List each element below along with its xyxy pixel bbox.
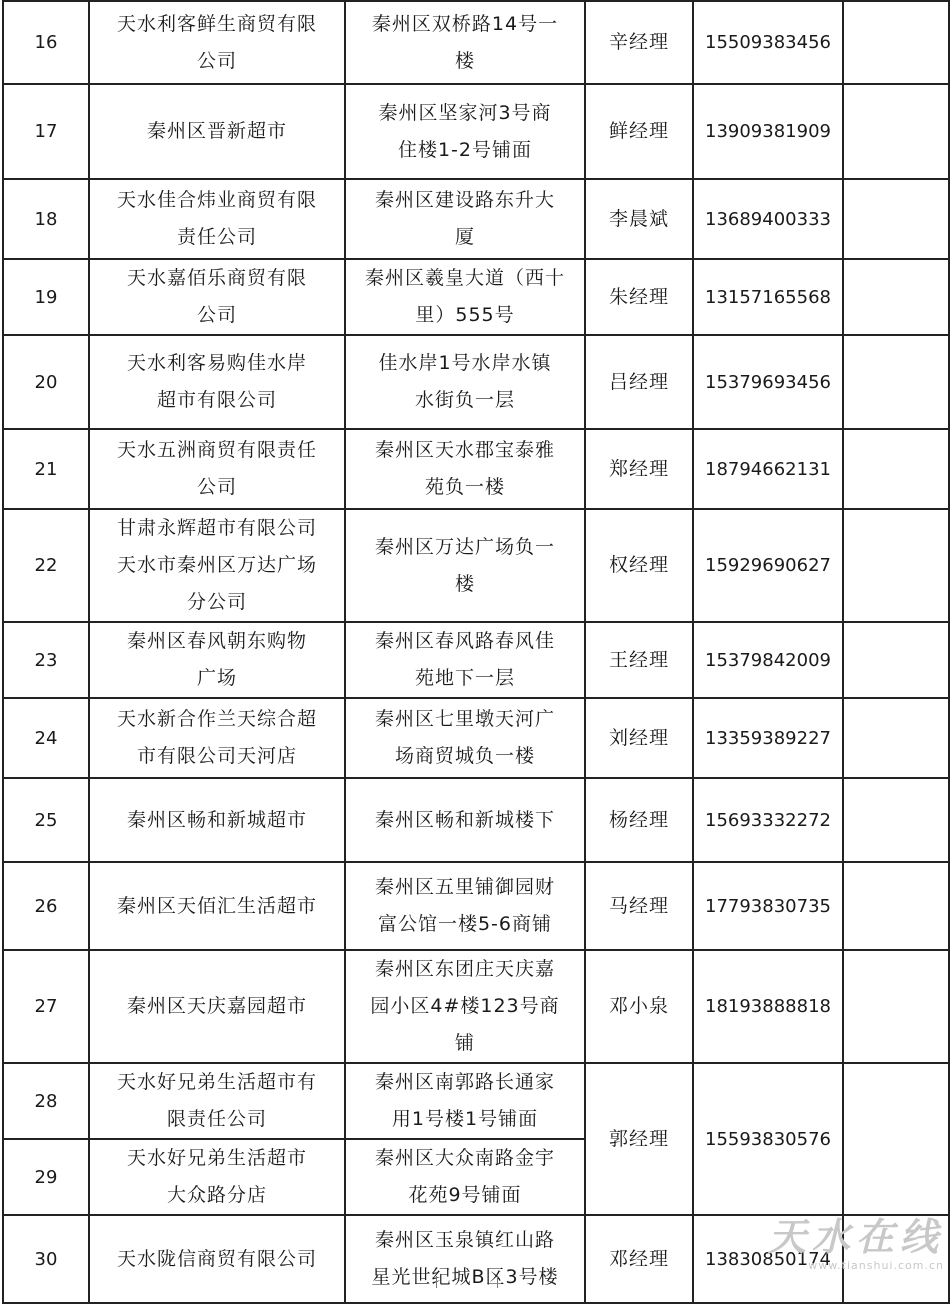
contact-person: 朱经理 (585, 259, 693, 335)
phone-number: 13359389227 (693, 698, 843, 778)
merchant-address: 秦州区天水郡宝泰雅 苑负一楼 (345, 429, 585, 509)
note-cell (843, 335, 949, 429)
row-number: 18 (3, 179, 89, 259)
merchant-name: 天水好兄弟生活超市 大众路分店 (89, 1139, 345, 1215)
note-cell (843, 179, 949, 259)
merchant-address: 秦州区建设路东升大 厦 (345, 179, 585, 259)
note-cell (843, 1063, 949, 1215)
table-row (3, 698, 949, 778)
phone-number: 18794662131 (693, 429, 843, 509)
merchant-name: 天水陇信商贸有限公司 (89, 1215, 345, 1303)
contact-person: 邓经理 (585, 1215, 693, 1303)
watermark-logo-text: 天水在线 (767, 1214, 944, 1259)
phone-number: 13689400333 (693, 179, 843, 259)
merchant-address: 秦州区羲皇大道（西十 里）555号 (345, 259, 585, 335)
contact-person: 鲜经理 (585, 84, 693, 179)
row-number: 28 (3, 1063, 89, 1139)
merchant-address: 秦州区大众南路金宇 花苑9号铺面 (345, 1139, 585, 1215)
table-row (3, 622, 949, 698)
row-number: 27 (3, 950, 89, 1063)
merchant-name: 秦州区天庆嘉园超市 (89, 950, 345, 1063)
merchant-name: 天水新合作兰天综合超 市有限公司天河店 (89, 698, 345, 778)
contact-person: 马经理 (585, 862, 693, 950)
contact-person: 吕经理 (585, 335, 693, 429)
row-number: 24 (3, 698, 89, 778)
row-number: 21 (3, 429, 89, 509)
contact-person: 刘经理 (585, 698, 693, 778)
phone-number: 15509383456 (693, 1, 843, 84)
contact-person: 王经理 (585, 622, 693, 698)
phone-number: 17793830735 (693, 862, 843, 950)
merchant-name: 天水好兄弟生活超市有 限责任公司 (89, 1063, 345, 1139)
page-fragment-mark (436, 1276, 498, 1288)
row-number: 29 (3, 1139, 89, 1215)
merchant-address: 秦州区坚家河3号商 住楼1-2号铺面 (345, 84, 585, 179)
merchant-name: 天水利客鲜生商贸有限 公司 (89, 1, 345, 84)
note-cell (843, 622, 949, 698)
table-row (3, 335, 949, 429)
merchant-name: 天水利客易购佳水岸 超市有限公司 (89, 335, 345, 429)
table-row (3, 509, 949, 622)
site-watermark (764, 1214, 944, 1272)
phone-number: 18193888818 (693, 950, 843, 1063)
merchant-name: 天水佳合炜业商贸有限 责任公司 (89, 179, 345, 259)
merchant-name: 秦州区晋新超市 (89, 84, 345, 179)
merchant-name: 甘肃永辉超市有限公司 天水市秦州区万达广场 分公司 (89, 509, 345, 622)
row-number: 23 (3, 622, 89, 698)
watermark-url: www.tianshui.com.cn (808, 1259, 944, 1272)
merchant-table (2, 0, 950, 1304)
table-row (3, 1063, 949, 1139)
table-row (3, 179, 949, 259)
note-cell (843, 509, 949, 622)
table-row (3, 1, 949, 84)
merchant-name: 天水嘉佰乐商贸有限 公司 (89, 259, 345, 335)
contact-person: 辛经理 (585, 1, 693, 84)
merchant-address: 秦州区畅和新城楼下 (345, 778, 585, 862)
phone-number: 15379842009 (693, 622, 843, 698)
merchant-address: 秦州区春风路春风佳 苑地下一层 (345, 622, 585, 698)
merchant-address: 秦州区七里墩天河广 场商贸城负一楼 (345, 698, 585, 778)
table-row (3, 259, 949, 335)
merchant-address: 秦州区五里铺御园财 富公馆一楼5-6商铺 (345, 862, 585, 950)
note-cell (843, 429, 949, 509)
merchant-name: 天水五洲商贸有限责任 公司 (89, 429, 345, 509)
merchant-address: 秦州区玉泉镇红山路 星光世纪城B区3号楼 (345, 1215, 585, 1303)
note-cell (843, 259, 949, 335)
phone-number: 15593830576 (693, 1063, 843, 1215)
note-cell (843, 84, 949, 179)
contact-person: 杨经理 (585, 778, 693, 862)
phone-number: 15929690627 (693, 509, 843, 622)
table-row (3, 429, 949, 509)
phone-number: 13830850174 (693, 1215, 843, 1303)
note-cell (843, 950, 949, 1063)
contact-person: 邓小泉 (585, 950, 693, 1063)
phone-number: 15379693456 (693, 335, 843, 429)
contact-person: 李晨斌 (585, 179, 693, 259)
row-number: 17 (3, 84, 89, 179)
contact-person: 郭经理 (585, 1063, 693, 1215)
table-row (3, 950, 949, 1063)
note-cell (843, 778, 949, 862)
note-cell (843, 698, 949, 778)
merchant-name: 秦州区春风朝东购物 广场 (89, 622, 345, 698)
table-row (3, 778, 949, 862)
table-row (3, 84, 949, 179)
contact-person: 权经理 (585, 509, 693, 622)
row-number: 16 (3, 1, 89, 84)
row-number: 20 (3, 335, 89, 429)
merchant-address: 佳水岸1号水岸水镇 水街负一层 (345, 335, 585, 429)
merchant-address: 秦州区万达广场负一 楼 (345, 509, 585, 622)
phone-number: 13157165568 (693, 259, 843, 335)
contact-person: 郑经理 (585, 429, 693, 509)
row-number: 26 (3, 862, 89, 950)
merchant-address: 秦州区南郭路长通家 用1号楼1号铺面 (345, 1063, 585, 1139)
phone-number: 13909381909 (693, 84, 843, 179)
merchant-address: 秦州区双桥路14号一 楼 (345, 1, 585, 84)
note-cell (843, 862, 949, 950)
merchant-address: 秦州区东团庄天庆嘉 园小区4#楼123号商 铺 (345, 950, 585, 1063)
note-cell (843, 1, 949, 84)
row-number: 30 (3, 1215, 89, 1303)
row-number: 25 (3, 778, 89, 862)
table-row (3, 862, 949, 950)
merchant-name: 秦州区天佰汇生活超市 (89, 862, 345, 950)
row-number: 22 (3, 509, 89, 622)
phone-number: 15693332272 (693, 778, 843, 862)
merchant-name: 秦州区畅和新城超市 (89, 778, 345, 862)
row-number: 19 (3, 259, 89, 335)
